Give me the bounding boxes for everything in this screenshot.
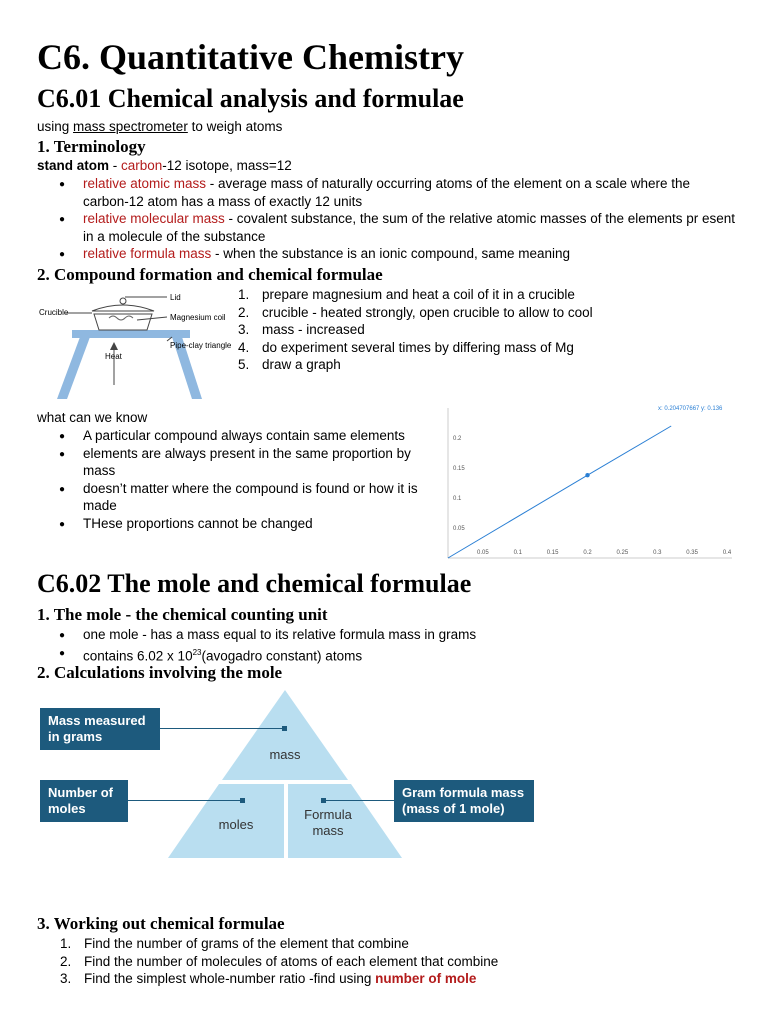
intro-line: using mass spectrometer to weigh atoms xyxy=(37,119,283,134)
x-tick-label: 0.4 xyxy=(722,550,732,556)
x-tick-label: 0.35 xyxy=(686,550,698,556)
list-item: ● elements are always present in the same proportion by mass xyxy=(37,445,437,480)
crucible-diagram xyxy=(37,287,237,402)
heat-label: Heat xyxy=(105,352,122,361)
mass-graph xyxy=(420,400,735,562)
stand-atom-line: stand atom - carbon-12 isotope, mass=12 xyxy=(37,158,292,173)
what-can-we-know: what can we know xyxy=(37,410,148,425)
box-gram-formula-mass: Gram formula mass (mass of 1 mole) xyxy=(394,780,534,822)
mole-list xyxy=(37,626,737,665)
y-tick-label: 0.1 xyxy=(453,496,462,502)
compound-heading: 2. Compound formation and chemical formulae xyxy=(37,265,383,284)
triangle-top xyxy=(222,690,348,780)
know-list xyxy=(37,427,437,532)
x-tick-label: 0.2 xyxy=(583,550,592,556)
mole-heading: 1. The mole - the chemical counting unit xyxy=(37,605,328,624)
formula-label: Formula xyxy=(304,807,352,822)
series-line xyxy=(448,426,671,558)
list-item: ● relative molecular mass - covalent substance, the sum of the relative atomic masses of the elements pr esent in a molecule of the substance xyxy=(37,210,737,245)
list-item: ● doesn’t matter where the compound is found or how it is made xyxy=(37,480,437,515)
lid-label: Lid xyxy=(170,293,181,302)
list-item: ● one mole - has a mass equal to its relative formula mass in grams xyxy=(37,626,737,644)
connector-moles xyxy=(128,800,243,801)
mass-label: mass xyxy=(269,747,301,762)
crucible-label: Crucible xyxy=(39,308,69,317)
y-tick-label: 0.05 xyxy=(453,526,465,532)
box-mass-measured: Mass measured in grams xyxy=(40,708,160,750)
x-tick-label: 0.3 xyxy=(653,550,662,556)
x-tick-label: 0.05 xyxy=(477,550,489,556)
data-point xyxy=(585,473,589,477)
coil-label: Magnesium coil xyxy=(170,313,226,322)
list-item: ● THese proportions cannot be changed xyxy=(37,515,437,533)
working-heading: 3. Working out chemical formulae xyxy=(37,914,285,933)
list-item: 2. crucible - heated strongly, open crucible to allow to cool xyxy=(238,304,593,320)
y-tick-label: 0.15 xyxy=(453,466,465,472)
list-item: 2. Find the number of molecules of atoms of each element that combine xyxy=(60,953,499,969)
section-heading-c601: C6.01 Chemical analysis and formulae xyxy=(37,84,464,113)
list-item: ● A particular compound always contain same elements xyxy=(37,427,437,445)
list-item: ● relative atomic mass - average mass of naturally occurring atoms of the element on a scale where the carbon-12 atom has a mass of exactly 12 units xyxy=(37,175,737,210)
list-item: 1. Find the number of grams of the element that combine xyxy=(60,936,409,951)
procedure-steps xyxy=(238,286,738,374)
list-item: ● contains 6.02 x $10^{23}(avogadro$ constant) atoms xyxy=(37,644,737,665)
box-number-of-moles: Number of moles xyxy=(40,780,128,822)
section-heading-c602: C6.02 The mole and chemical formulae xyxy=(37,569,472,598)
mole-triangle xyxy=(160,688,410,860)
x-tick-label: 0.25 xyxy=(616,550,629,556)
list-item: 4. do experiment several times by differing mass of Mg xyxy=(238,339,574,355)
terminology-heading: 1. Terminology xyxy=(37,137,146,156)
working-steps xyxy=(60,935,740,988)
moles-label: moles xyxy=(218,817,254,832)
list-item: ● relative formula mass - when the substance is an ionic compound, same meaning xyxy=(37,245,737,263)
terminology-list xyxy=(37,175,737,263)
page-title: C6. Quantitative Chemistry xyxy=(37,37,464,77)
list-item: 3. Find the simplest whole-number ratio -find using number of mole xyxy=(60,971,477,986)
formula-mass-label: mass xyxy=(312,823,344,838)
list-item: 1. prepare magnesium and heat a coil of it in a crucible xyxy=(238,287,575,302)
connector-mass xyxy=(160,728,285,729)
mass-spectrometer-link[interactable]: mass spectrometer xyxy=(73,119,188,134)
list-item: 3. mass - increased xyxy=(238,322,365,337)
y-tick-label: 0.2 xyxy=(453,436,462,442)
x-tick-label: 0.15 xyxy=(546,550,559,556)
calc-heading: 2. Calculations involving the mole xyxy=(37,663,283,682)
x-tick-label: 0.1 xyxy=(513,550,522,556)
coordinate-readout: x: 0.204707667 y: 0.136 xyxy=(658,406,723,412)
list-item: 5. draw a graph xyxy=(238,357,341,372)
connector-gfm xyxy=(324,800,394,801)
triangle-label: Pipe-clay triangle xyxy=(170,341,232,350)
